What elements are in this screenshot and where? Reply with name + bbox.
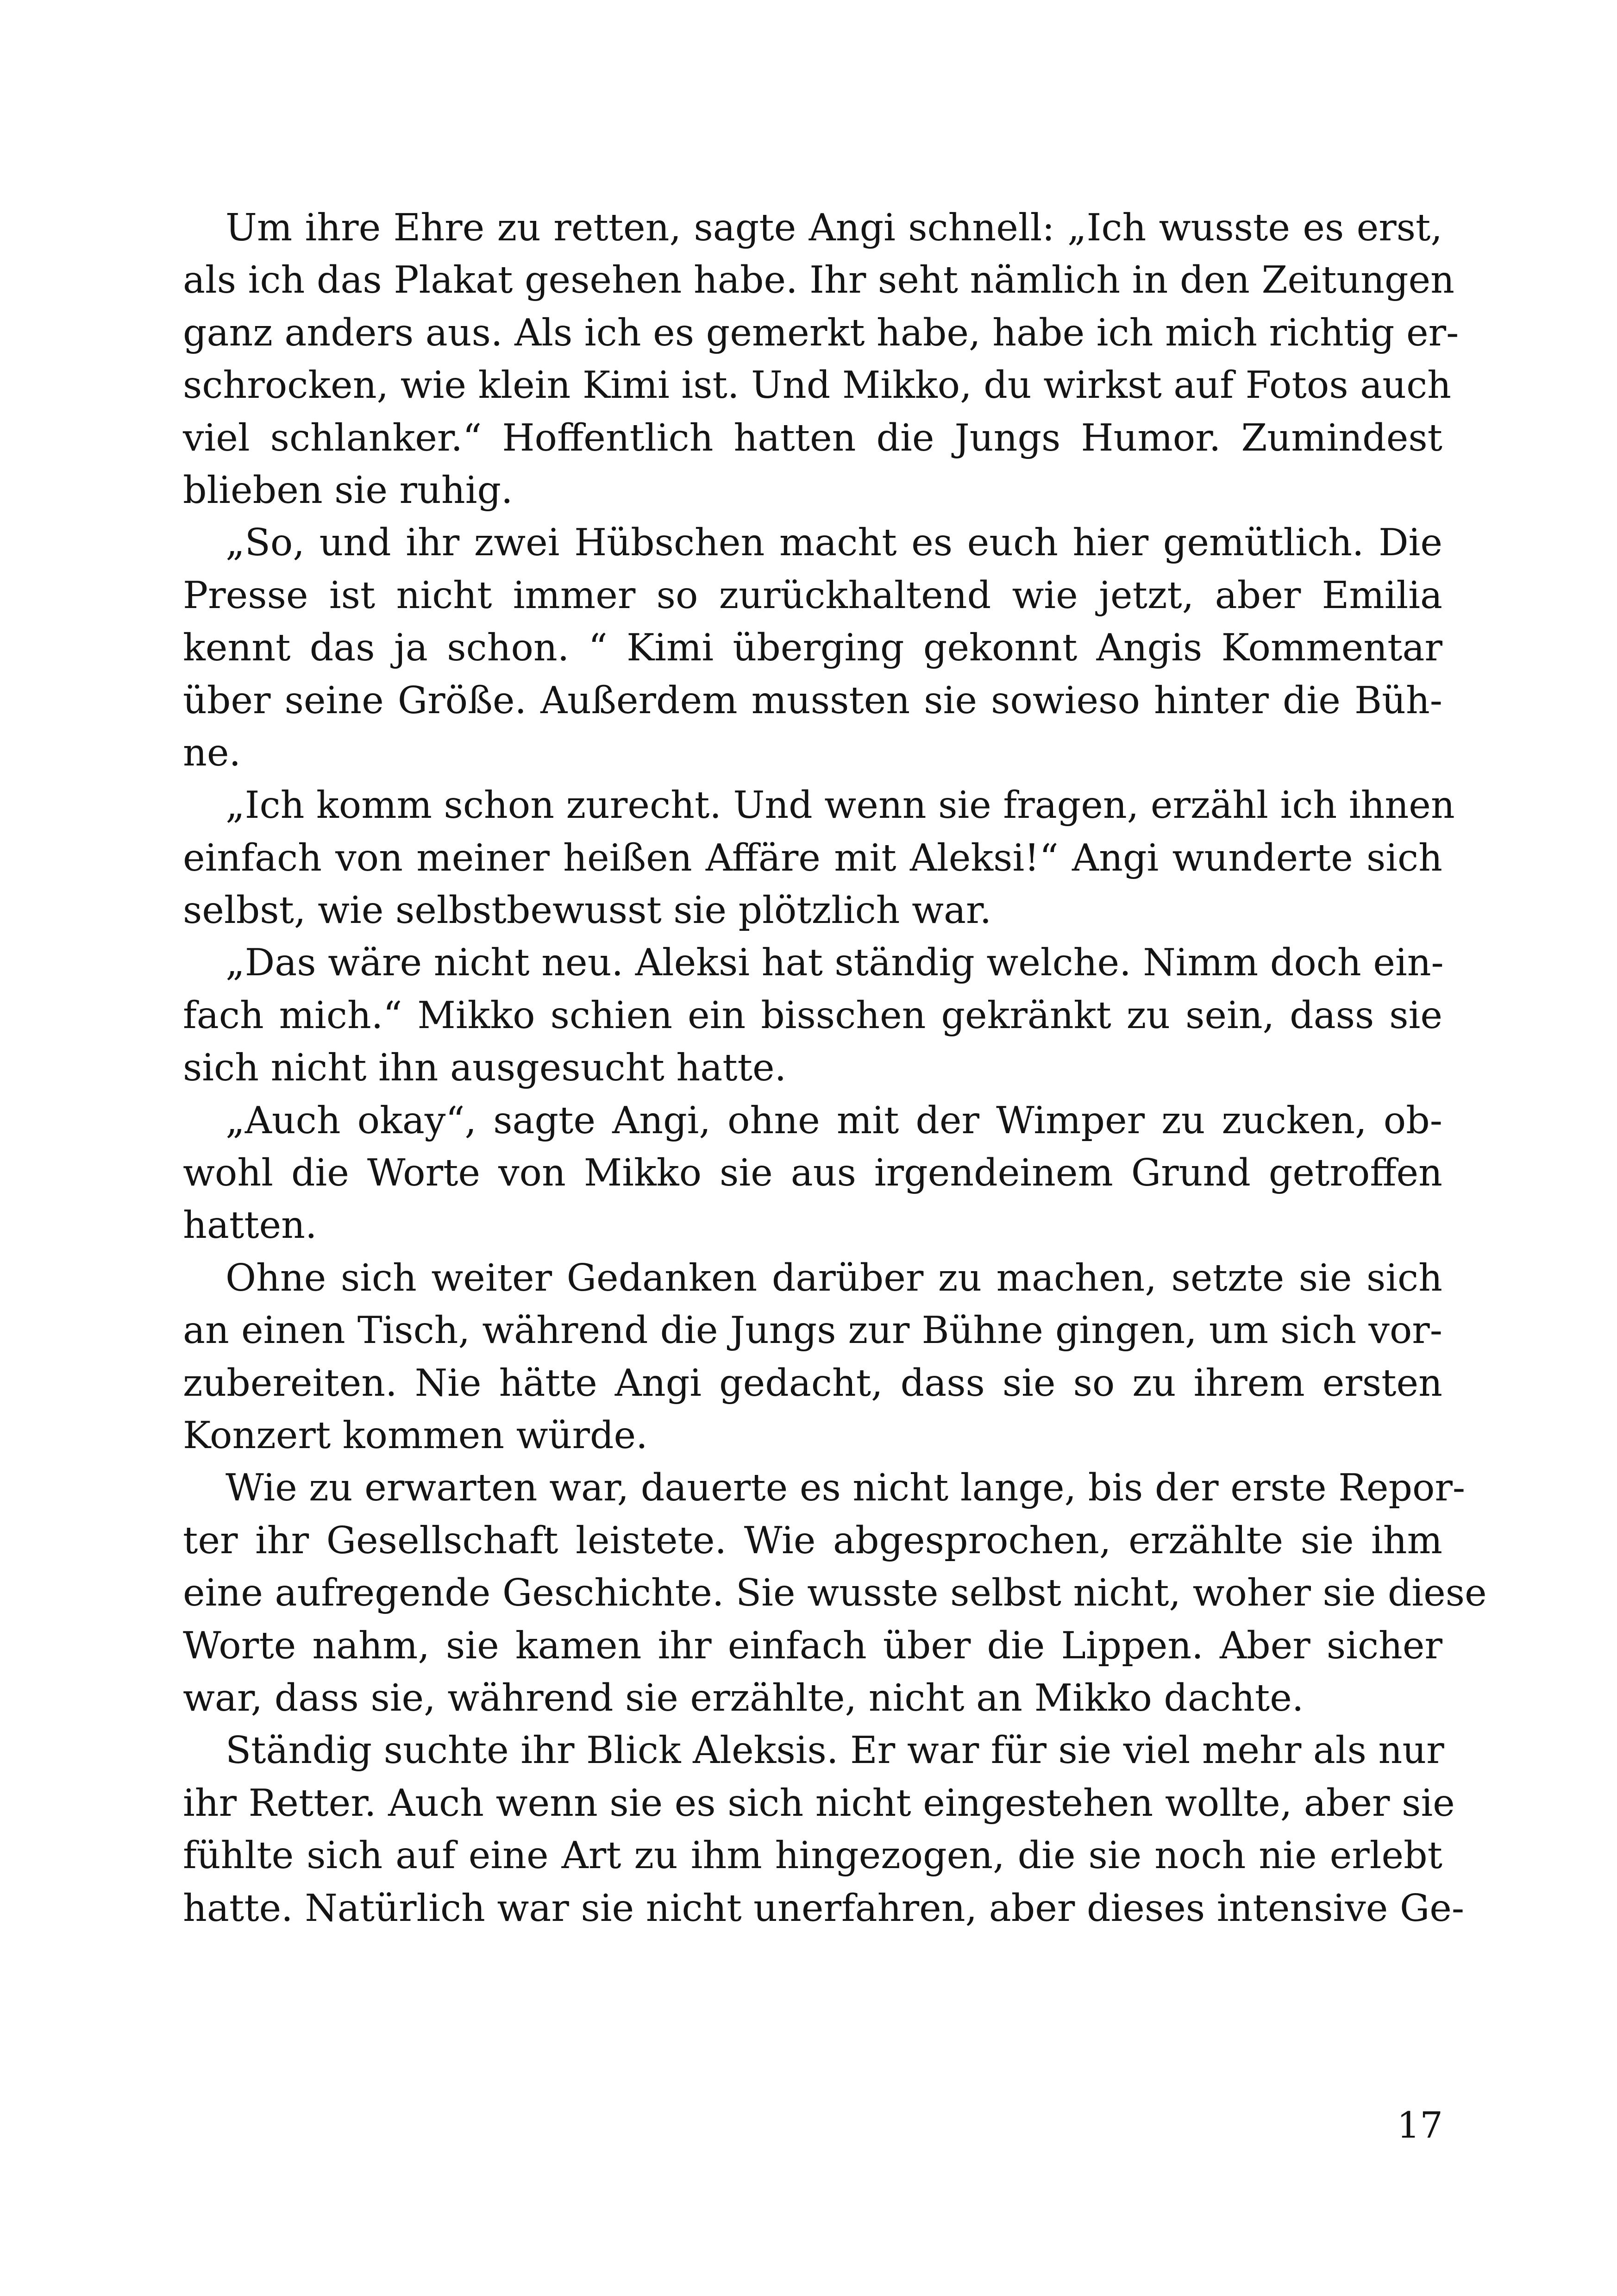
text-line: ne. [183, 730, 241, 774]
text-line: Worte nahm, sie kamen ihr einfach über die Lippen. Aber sicher [183, 1623, 1442, 1667]
text-line: fach mich.“ Mikko schien ein bisschen gekränkt zu sein, dass sie [183, 993, 1442, 1037]
text-line: hatten. [183, 1203, 317, 1247]
text-line: Ohne sich weiter Gedanken darüber zu machen, setzte sie sich [226, 1255, 1442, 1299]
text-line: „Das wäre nicht neu. Aleksi hat ständig welche. Nimm doch ein- [226, 941, 1444, 985]
text-line: fühlte sich auf eine Art zu ihm hingezogen, die sie noch nie erlebt [183, 1833, 1442, 1877]
text-line: ganz anders aus. Als ich es gemerkt habe, habe ich mich richtig er- [183, 310, 1459, 354]
text-line: wohl die Worte von Mikko sie aus irgendeinem Grund getroffen [183, 1151, 1442, 1195]
text-line: eine aufregende Geschichte. Sie wusste selbst nicht, woher sie diese [183, 1571, 1487, 1615]
text-line: „Ich komm schon zurecht. Und wenn sie fragen, erzähl ich ihnen [226, 783, 1455, 827]
text-line: viel schlanker.“ Hoffentlich hatten die Jungs Humor. Zumindest [183, 415, 1442, 459]
text-line: zubereiten. Nie hätte Angi gedacht, dass sie so zu ihrem ersten [183, 1361, 1442, 1405]
text-line: sich nicht ihn ausgesucht hatte. [183, 1046, 787, 1090]
text-line: selbst, wie selbstbewusst sie plötzlich war. [183, 888, 992, 932]
text-line: „So, und ihr zwei Hübschen macht es euch hier gemütlich. Die [226, 521, 1442, 565]
text-line: Konzert kommen würde. [183, 1413, 648, 1457]
text-line: Um ihre Ehre zu retten, sagte Angi schnell: „Ich wusste es erst, [226, 206, 1442, 249]
text-line: hatte. Natürlich war sie nicht unerfahren, aber dieses intensive Ge- [183, 1886, 1465, 1930]
page-number: 17 [1397, 2105, 1443, 2146]
text-line: „Auch okay“, sagte Angi, ohne mit der Wimper zu zucken, ob- [226, 1098, 1442, 1142]
text-line: an einen Tisch, während die Jungs zur Bühne gingen, um sich vor- [183, 1308, 1442, 1352]
text-line: Wie zu erwarten war, dauerte es nicht lange, bis der erste Repor- [226, 1466, 1466, 1510]
text-line: einfach von meiner heißen Affäre mit Aleksi!“ Angi wunderte sich [183, 835, 1442, 879]
text-line: ihr Retter. Auch wenn sie es sich nicht eingestehen wollte, aber sie [183, 1781, 1455, 1825]
text-line: über seine Größe. Außerdem mussten sie sowieso hinter die Büh- [183, 678, 1442, 722]
text-line: als ich das Plakat gesehen habe. Ihr seht nämlich in den Zeitungen [183, 258, 1454, 302]
text-line: ter ihr Gesellschaft leistete. Wie abgesprochen, erzählte sie ihm [183, 1518, 1442, 1562]
text-line: Presse ist nicht immer so zurückhaltend wie jetzt, aber Emilia [183, 573, 1442, 617]
body-text [183, 201, 1487, 1934]
text-line: war, dass sie, während sie erzählte, nicht an Mikko dachte. [183, 1675, 1304, 1719]
text-line: blieben sie ruhig. [183, 468, 513, 512]
text-line: Ständig suchte ihr Blick Aleksis. Er war für sie viel mehr als nur [226, 1728, 1444, 1772]
text-line: kennt das ja schon. “ Kimi überging gekonnt Angis Kommentar [183, 626, 1442, 670]
text-line: schrocken, wie klein Kimi ist. Und Mikko, du wirkst auf Fotos auch [183, 363, 1452, 407]
